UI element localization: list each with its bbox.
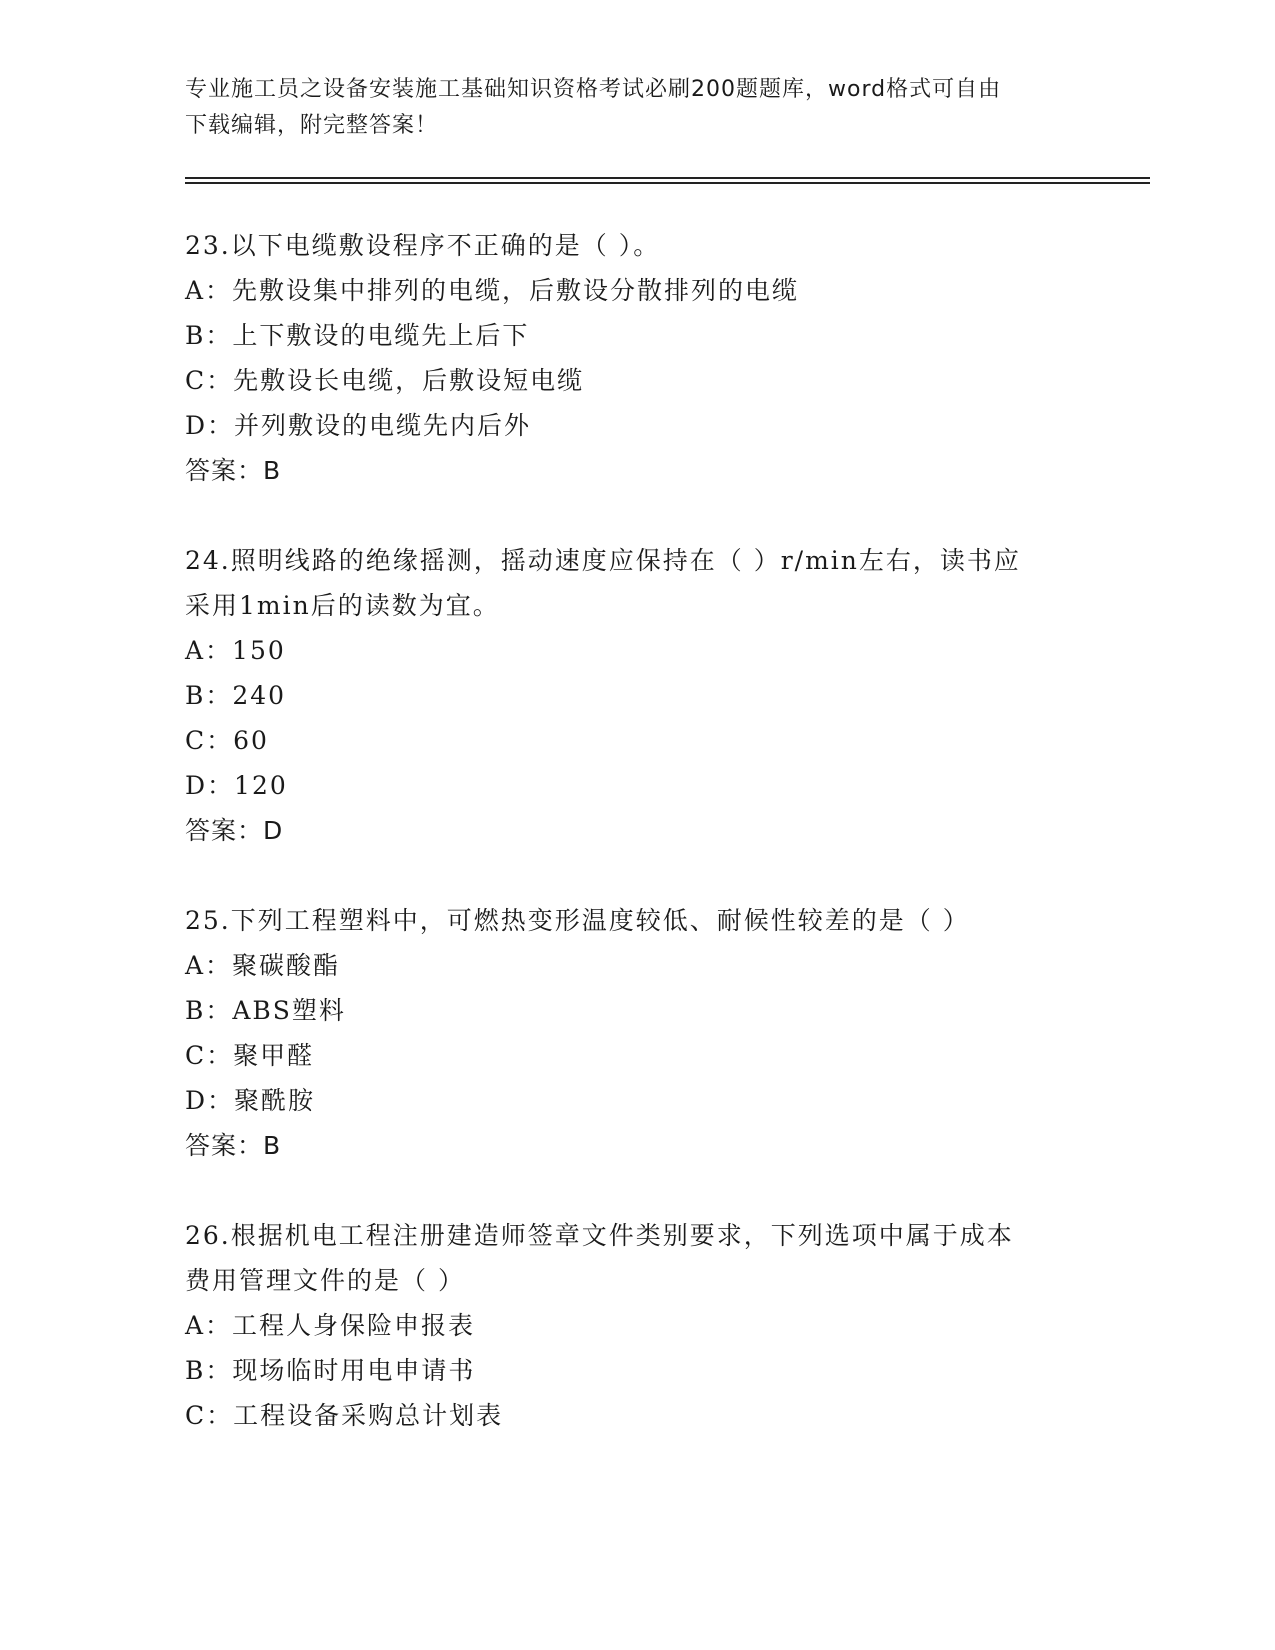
option-d: D：120 — [185, 771, 288, 800]
question-24 — [185, 538, 1085, 853]
question-25 — [185, 898, 1085, 1168]
question-stem: 25.下列工程塑料中，可燃热变形温度较低、耐候性较差的是（ ） — [185, 906, 970, 935]
option-b: B：上下敷设的电缆先上后下 — [185, 321, 530, 350]
option-b: B：ABS塑料 — [185, 996, 346, 1025]
option-a: A：聚碳酸酯 — [185, 951, 341, 980]
answer-label: 答案： — [185, 816, 264, 845]
question-stem-line-1: 24.照明线路的绝缘摇测，摇动速度应保持在（ ）r/min左右，读书应 — [185, 546, 1021, 575]
option-a: A：工程人身保险申报表 — [185, 1311, 476, 1340]
option-b: B：240 — [185, 681, 287, 710]
header-line-2: 下载编辑，附完整答案！ — [185, 113, 439, 138]
header-line-1: 专业施工员之设备安装施工基础知识资格考试必刷200题题库，word格式可自由 — [185, 77, 1002, 102]
option-b: B：现场临时用电申请书 — [185, 1356, 476, 1385]
option-c: C：先敷设长电缆，后敷设短电缆 — [185, 366, 585, 395]
option-d: D：聚酰胺 — [185, 1086, 316, 1115]
answer-line — [185, 1123, 1085, 1168]
question-stem: 23.以下电缆敷设程序不正确的是（ ）。 — [185, 231, 661, 260]
header-divider-bottom — [185, 182, 1150, 184]
option-a: A：先敷设集中排列的电缆，后敷设分散排列的电缆 — [185, 276, 800, 305]
question-stem-line-2: 费用管理文件的是（ ） — [185, 1266, 465, 1295]
question-stem-line-1: 26.根据机电工程注册建造师签章文件类别要求，下列选项中属于成本 — [185, 1221, 1014, 1250]
option-c: C：60 — [185, 726, 269, 755]
answer-value: D — [263, 816, 284, 845]
question-stem-line-2: 采用1min后的读数为宜。 — [185, 591, 500, 620]
option-c: C：聚甲醛 — [185, 1041, 315, 1070]
document-header — [185, 72, 1085, 144]
answer-value: B — [263, 1131, 282, 1160]
answer-label: 答案： — [185, 456, 264, 485]
question-23 — [185, 223, 1085, 493]
header-divider-top — [185, 177, 1150, 179]
question-26 — [185, 1213, 1085, 1438]
option-c: C：工程设备采购总计划表 — [185, 1401, 504, 1430]
answer-value: B — [263, 456, 282, 485]
answer-line — [185, 448, 1085, 493]
answer-label: 答案： — [185, 1131, 264, 1160]
option-d: D：并列敷设的电缆先内后外 — [185, 411, 532, 440]
answer-line — [185, 808, 1085, 853]
option-a: A：150 — [185, 636, 286, 665]
